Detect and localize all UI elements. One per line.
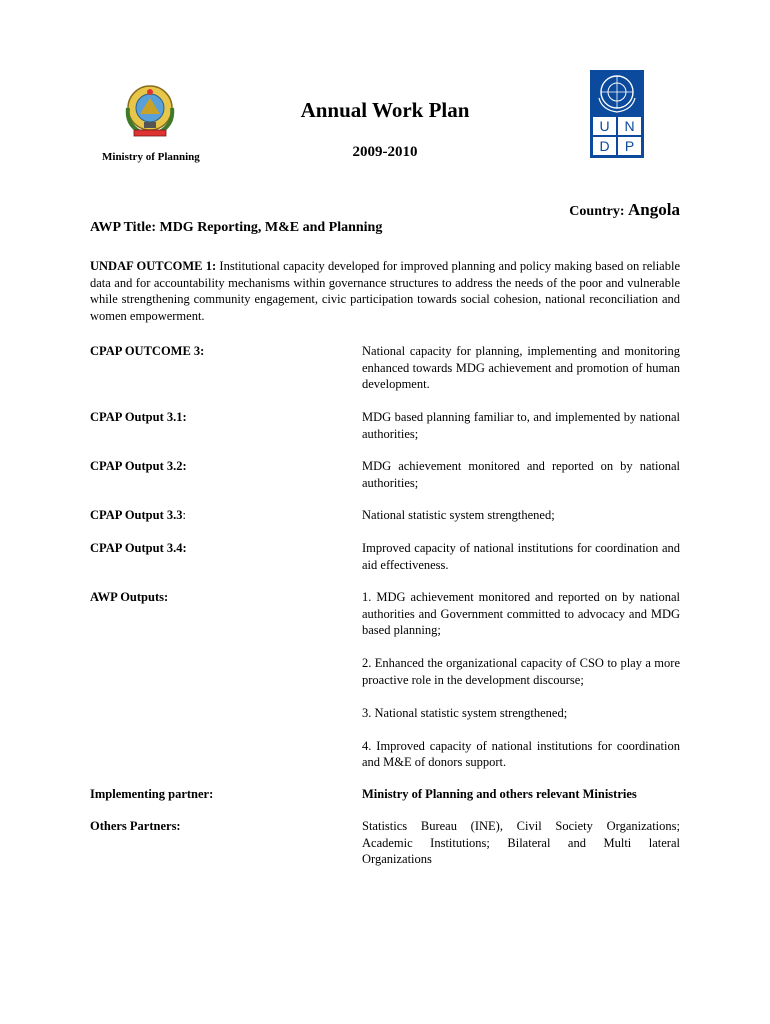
cpap-outcome-label: CPAP OUTCOME 3:: [90, 344, 205, 358]
document-title: Annual Work Plan: [300, 98, 470, 122]
undp-letter-p: P: [624, 138, 635, 154]
undaf-outcome: [90, 258, 680, 324]
document-years: 2009-2010: [352, 144, 418, 160]
ministry-label: Ministry of Planning: [102, 151, 200, 163]
awp-output-item-4: 4. Improved capacity of national institutions for coordination and M&E of donors support.: [362, 738, 680, 769]
awp-output-item-1: 1. MDG achievement monitored and reported on by national authorities and Government committed to advocacy and MDG based planning;: [362, 590, 680, 637]
cpap-output-3-2-label: CPAP Output 3.2:: [90, 459, 187, 473]
awp-outputs-label: AWP Outputs:: [90, 590, 169, 604]
cpap-outcome-value: National capacity for planning, implementing and monitoring enhanced towards MDG achievement and promotion of human development.: [362, 344, 680, 391]
cpap-output-3-2-value: MDG achievement monitored and reported on by national authorities;: [362, 459, 680, 490]
awp-output-item-3: 3. National statistic system strengthened;: [362, 705, 568, 720]
cpap-output-3-4-value: Improved capacity of national institutions for coordination and aid effectiveness.: [362, 541, 680, 572]
cpap-output-3-3-label: CPAP Output 3.3: [90, 508, 183, 522]
cpap-output-3-3-value: National statistic system strengthened;: [362, 508, 555, 522]
undp-letter-d: D: [599, 138, 610, 154]
cpap-output-3-4-label: CPAP Output 3.4:: [90, 541, 187, 555]
cpap-output-3-1-label: CPAP Output 3.1:: [90, 410, 187, 424]
awp-outputs-list: [362, 589, 680, 771]
country-line: [569, 200, 680, 220]
country-label: Country:: [569, 204, 625, 219]
cpap-output-3-1-value: MDG based planning familiar to, and implemented by national authorities;: [362, 410, 680, 441]
implementing-partner-label: Implementing partner:: [90, 787, 214, 801]
others-partners-value: Statistics Bureau (INE), Civil Society Organizations; Academic Institutions; Bilateral and Multi lateral Organizations: [362, 819, 680, 866]
awp-title: AWP Title: MDG Reporting, M&E and Planning: [90, 220, 383, 235]
undaf-label: UNDAF OUTCOME 1:: [90, 259, 217, 273]
awp-output-item-2: 2. Enhanced the organizational capacity of CSO to play a more proactive role in the development discourse;: [362, 656, 680, 687]
undp-logo-icon: [590, 70, 644, 158]
country-value: Angola: [628, 200, 680, 219]
undp-letter-n: N: [624, 118, 635, 134]
cpap-output-3-3-label-wrap: [90, 507, 350, 524]
cpap-output-3-3-colon: :: [182, 508, 186, 522]
undaf-text: Institutional capacity developed for improved planning and policy making based on reliable data and for accountability mechanisms within governance structures to address the needs of the poor and vulnerable while strengthening community engagement, civic participation towards social cohesion, national reconciliation and women empowerment.: [90, 259, 681, 323]
others-partners-label: Others Partners:: [90, 819, 181, 833]
implementing-partner-value: Ministry of Planning and others relevant Ministries: [362, 787, 637, 801]
undp-letter-u: U: [599, 118, 610, 134]
